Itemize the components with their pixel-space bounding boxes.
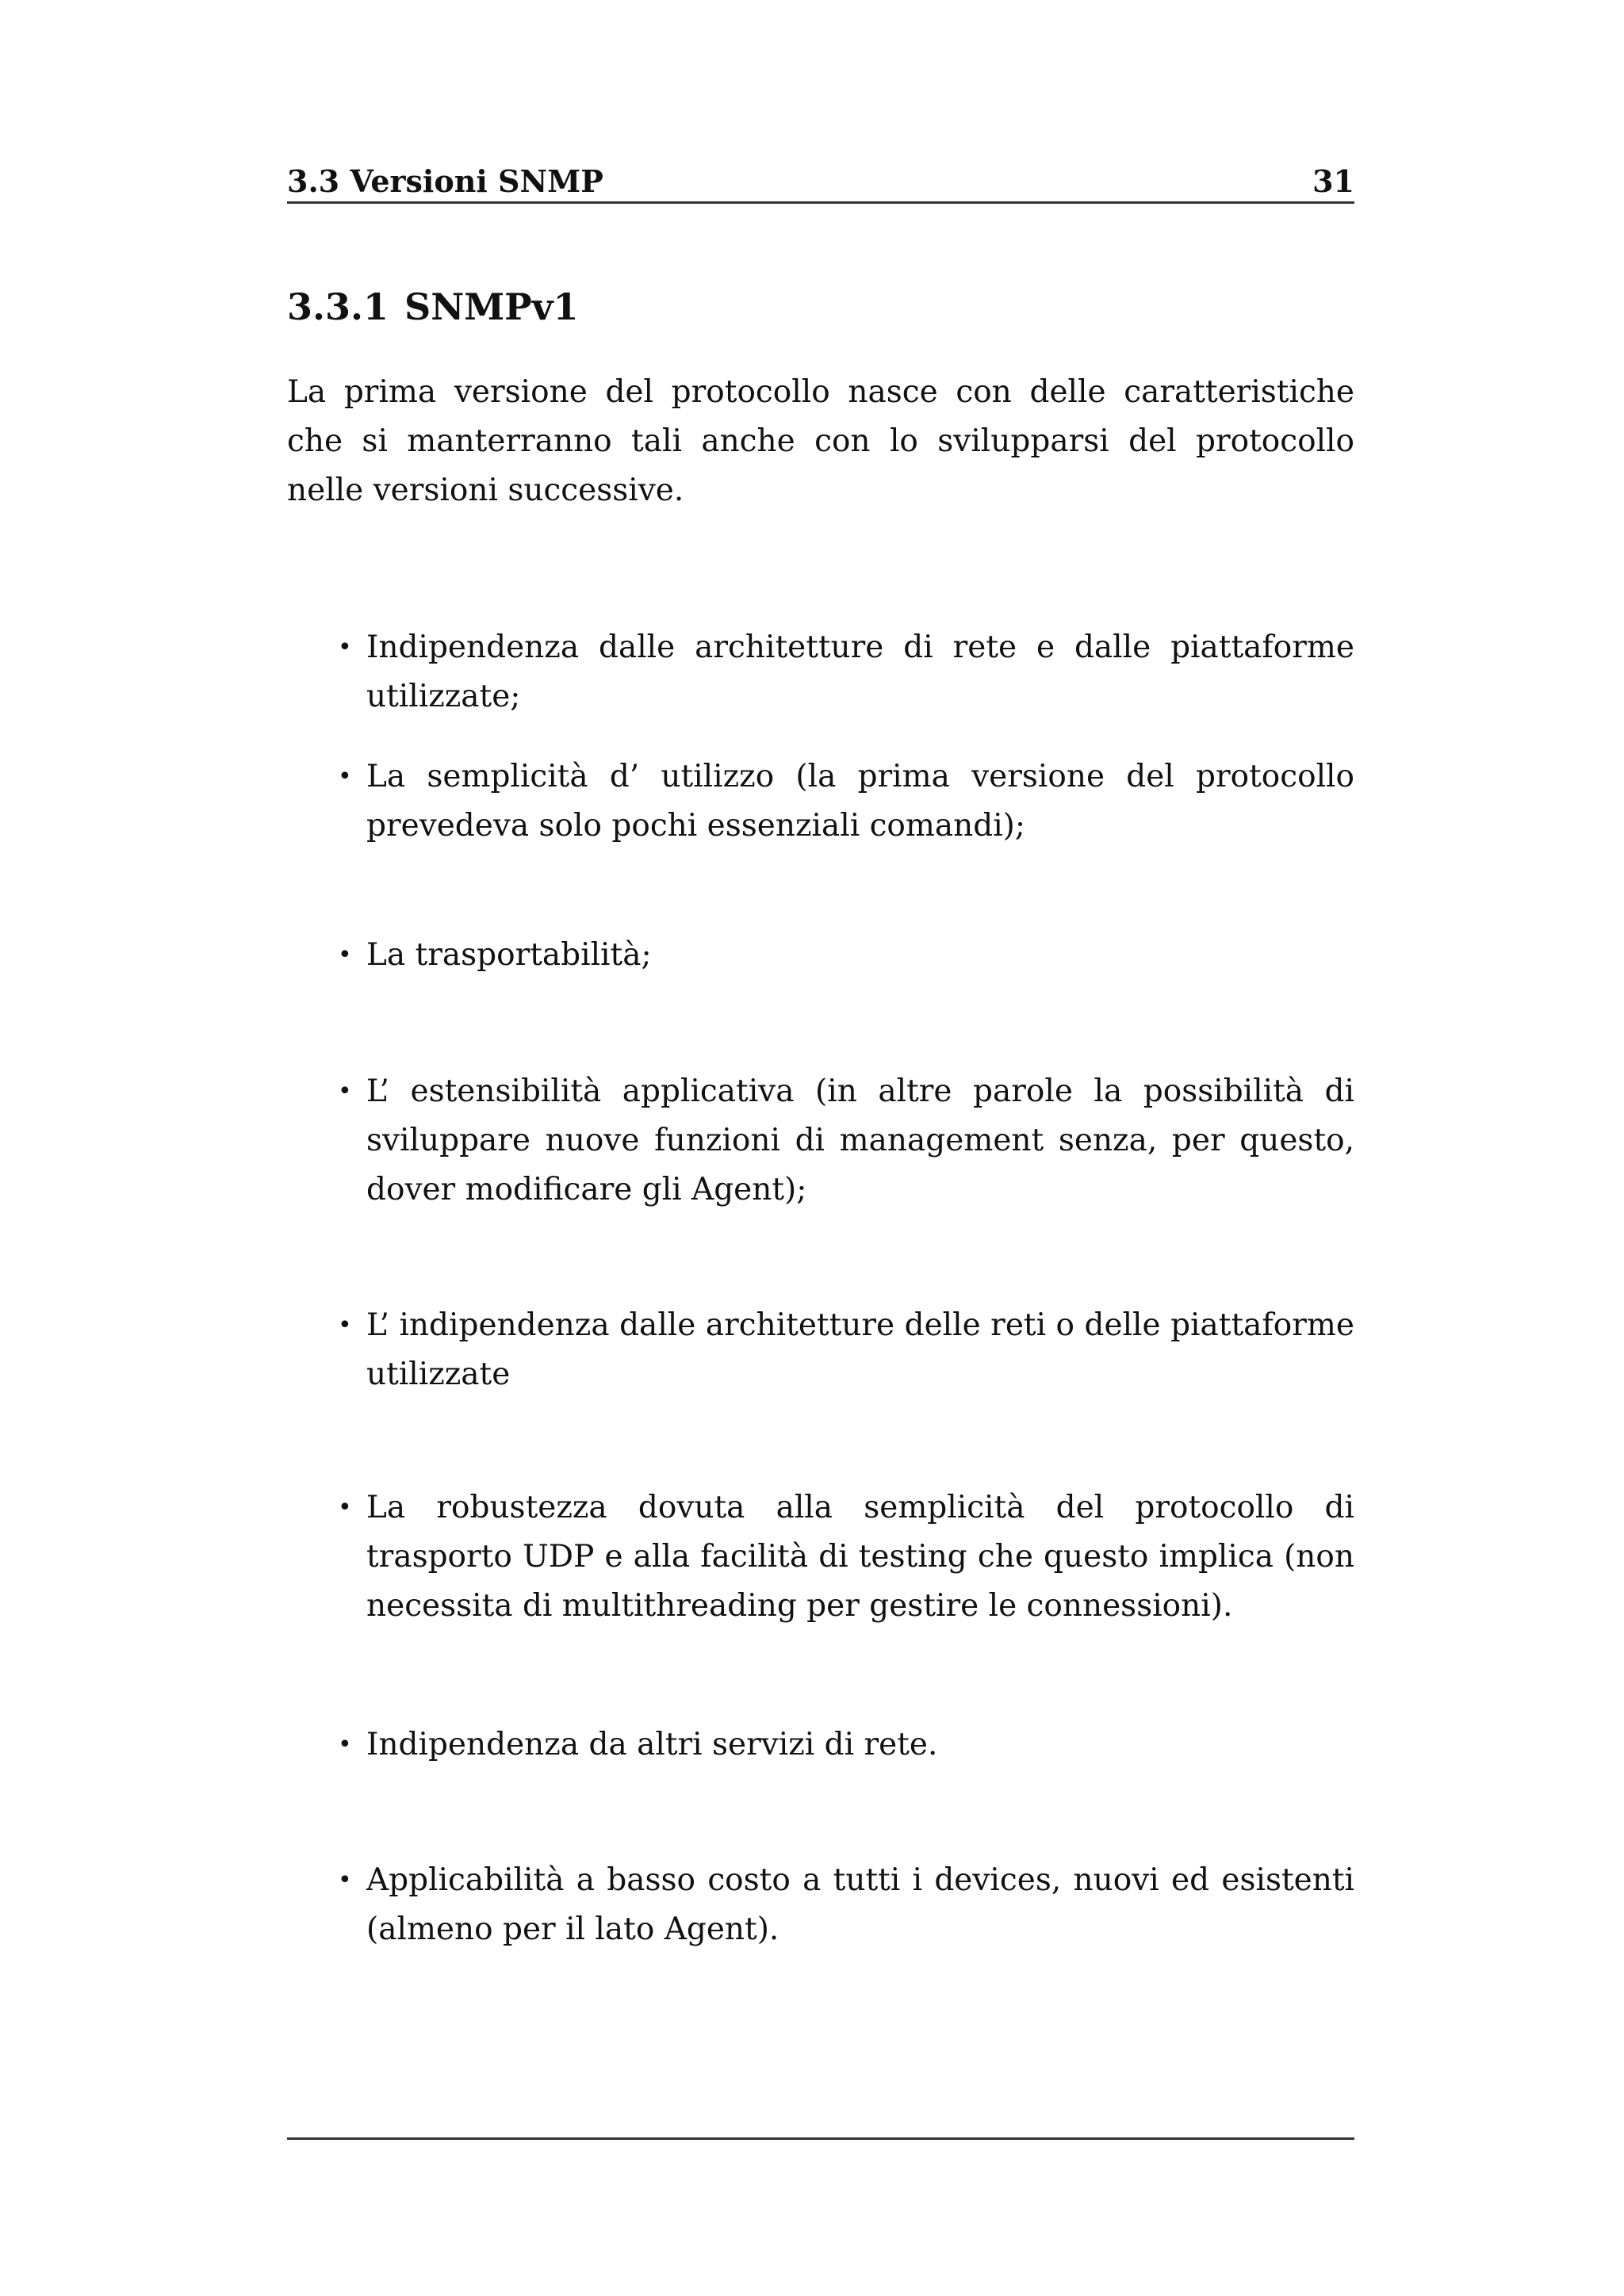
list-item-text: L’ estensibilità applicativa (in altre parole la possibilità di sviluppare nuove funzioni di management senza, per questo, dover modificare gli Agent);: [366, 1073, 1354, 1207]
bullet-icon: •: [338, 1731, 352, 1758]
list-item-text: La robustezza dovuta alla semplicità del protocollo di trasporto UDP e alla facilità di testing che questo implica (non necessita di multithreading per gestire le connessioni).: [366, 1490, 1354, 1624]
section-heading: [287, 285, 579, 328]
section-title: SNMPv1: [404, 285, 579, 328]
bullet-icon: •: [338, 1311, 352, 1339]
intro-paragraph: La prima versione del protocollo nasce con delle caratteristiche che si manterranno tali anche con lo svilupparsi del protocollo nelle versioni successive.: [287, 374, 1354, 508]
bullet-icon: •: [338, 1866, 352, 1894]
list-item-text: Indipendenza da altri servizi di rete.: [366, 1727, 938, 1762]
footer-rule: [287, 2137, 1354, 2140]
list-item-text: L’ indipendenza dalle architetture delle reti o delle piattaforme utilizzate: [366, 1307, 1354, 1392]
header-rule: [287, 201, 1354, 204]
list-item-text: La trasportabilità;: [366, 937, 652, 973]
bullet-icon: •: [338, 763, 352, 790]
list-item-text: Indipendenza dalle architetture di rete e dalle piattaforme utilizzate;: [366, 629, 1354, 714]
bullet-icon: •: [338, 633, 352, 661]
bullet-icon: •: [338, 1494, 352, 1521]
list-item-text: Applicabilità a basso costo a tutti i devices, nuovi ed esistenti (almeno per il lato Agent).: [366, 1862, 1354, 1947]
running-header: [287, 155, 1354, 205]
bullet-icon: •: [338, 941, 352, 969]
header-section-title: 3.3 Versioni SNMP: [287, 163, 603, 199]
list-item-text: La semplicità d’ utilizzo (la prima versione del protocollo prevedeva solo pochi essenziali comandi);: [366, 759, 1354, 844]
bullet-icon: •: [338, 1077, 352, 1105]
section-number: 3.3.1: [287, 285, 389, 328]
page-number: 31: [1312, 163, 1354, 199]
